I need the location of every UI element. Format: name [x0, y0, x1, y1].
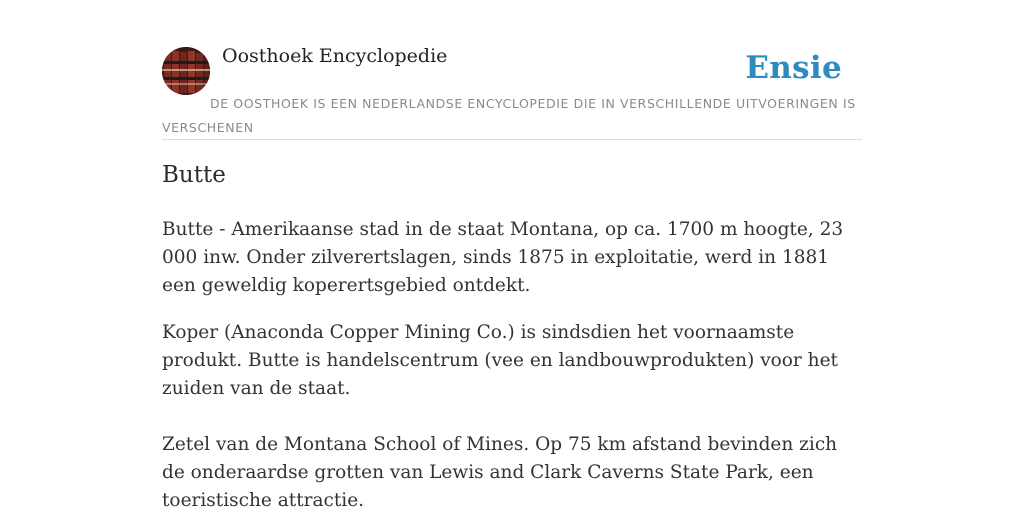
- header-divider: [162, 139, 862, 140]
- brand-logo[interactable]: Ensie: [745, 50, 842, 86]
- site-title-link[interactable]: Oosthoek Encyclopedie: [222, 45, 448, 67]
- article-paragraph: Butte - Amerikaanse stad in de staat Montana, op ca. 1700 m hoogte, 23 000 inw. Onder zilverertslagen, sinds 1875 in exploitatie, werd in 1881 een geweldig koperertsgebied ontdekt.: [162, 219, 844, 296]
- encyclopedia-books-icon[interactable]: [162, 47, 210, 95]
- article-title: Butte: [162, 162, 226, 188]
- article-paragraph: Zetel van de Montana School of Mines. Op 75 km afstand bevinden zich de onderaardse grotten van Lewis and Clark Caverns State Park, een toeristische attractie.: [162, 434, 838, 511]
- site-description: DE OOSTHOEK IS EEN NEDERLANDSE ENCYCLOPEDIE DIE IN VERSCHILLENDE UITVOERINGEN IS VERSCHENEN: [162, 96, 856, 135]
- article-paragraph: Koper (Anaconda Copper Mining Co.) is sindsdien het voornaamste produkt. Butte is handelscentrum (vee en landbouwprodukten) voor het zuiden van de staat.: [162, 322, 838, 399]
